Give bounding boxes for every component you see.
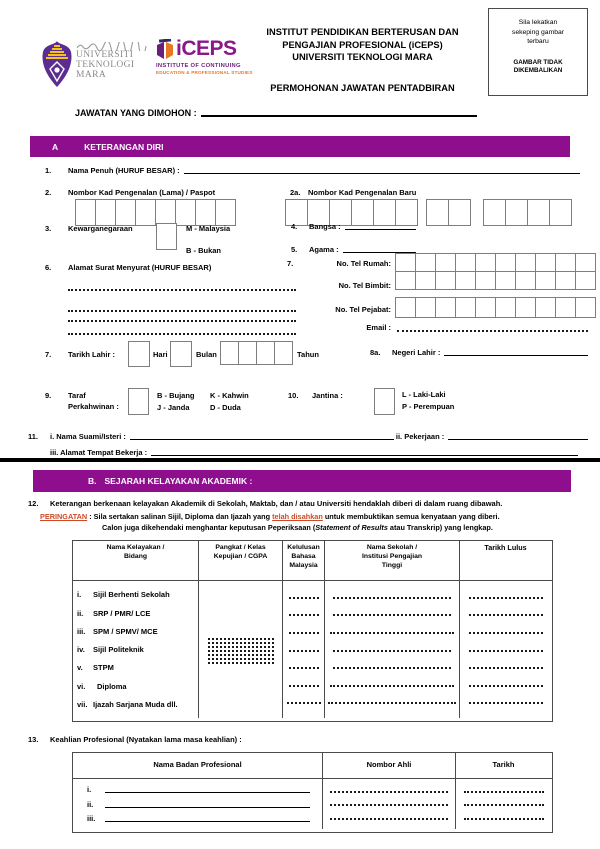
section-divider [0,458,600,462]
address-line-4-field[interactable] [68,331,296,335]
new-ic-label: Nombor Kad Pengenalan Baru [308,188,417,197]
row-number: iii. [87,814,96,824]
field-number: 10. [288,391,299,400]
citizenship-label: Kewarganegaraan [68,224,133,233]
bm-pass-field[interactable] [289,683,319,687]
dob-label: Tarikh Lahir : [68,350,115,359]
address-line-1-field[interactable] [68,287,296,291]
column-header: Nombor Ahli [323,753,456,778]
pass-date-field[interactable] [469,683,543,687]
field-number: 1. [45,166,52,175]
iceps-logo-name: iCEPS [176,37,237,60]
table-row-label: iv. Sijil Politeknik [77,645,144,654]
bm-pass-field[interactable] [289,612,319,616]
body-name-field[interactable] [105,805,310,808]
body-name-field[interactable] [105,790,310,793]
field-number: 8a. [370,348,381,357]
marital-option-k: K - Kahwin [210,391,249,400]
professional-membership-table [72,752,553,833]
photo-warning-line: DIKEMBALIKAN [513,67,563,74]
field-number: 5. [291,245,298,254]
field-number: 4. [291,222,298,231]
dob-month-box[interactable] [170,341,192,367]
field-number: 9. [45,391,52,400]
tel-home-boxes[interactable] [396,253,596,272]
field-number: 7. [287,259,294,268]
marital-option-j: J - Janda [157,403,190,412]
birth-state-label: Negeri Lahir : [392,348,441,357]
academic-note: Keterangan berkenaan kelayakan Akademik di Sekolah, Maktab, dan / atau Universiti hendaklah diberi di dalam ruang dibawah. [50,499,503,508]
pass-date-field[interactable] [469,700,543,704]
school-field[interactable] [330,683,454,687]
row-number: ii. [87,799,94,809]
school-field[interactable] [333,648,451,652]
marital-checkbox[interactable] [128,388,149,415]
bm-pass-field[interactable] [287,700,321,704]
section-b-letter: B. [88,476,97,486]
table-row-label: vi. Diploma [77,681,127,691]
body-name-field[interactable] [105,819,310,822]
religion-label: Agama : [309,245,339,254]
marital-option-d: D - Duda [210,403,241,412]
gender-option-p: P - Perempuan [402,402,455,411]
institute-title: INSTITUT PENDIDIKAN BERTERUSAN DAN PENGAJIAN PROFESIONAL (iCEPS) UNIVERSITI TEKNOLOGI MARA [266,27,459,62]
tel-office-label: No. Tel Pejabat: [335,305,391,314]
member-date-field[interactable] [464,802,544,806]
table-row-label: vii. Ijazah Sarjana Muda dll. [77,699,178,709]
row-number: i. [87,784,92,794]
member-number-field[interactable] [330,816,448,820]
pass-date-field[interactable] [469,648,543,652]
occupation-field[interactable] [448,437,588,440]
bm-pass-field[interactable] [289,630,319,634]
old-ic-label: Nombor Kad Pengenalan (Lama) / Paspot [68,188,216,197]
photo-warning-line: GAMBAR TIDAK [513,58,563,66]
school-field[interactable] [333,595,451,599]
race-field[interactable] [345,227,416,230]
gender-option-l: L - Laki-Laki [402,390,446,399]
marital-label-2: Perkahwinan : [68,402,119,411]
spouse-name-field[interactable] [130,437,394,440]
dob-year-label: Tahun [297,350,319,359]
column-header: Tarikh [492,760,515,769]
full-name-field[interactable] [184,171,580,174]
photo-instruction-line: Sila lekatkan [518,19,558,26]
pass-date-field[interactable] [469,630,543,634]
marital-label-1: Taraf [68,391,86,400]
uitm-crest-icon [40,40,74,88]
tel-mobile-label: No. Tel Bimbit: [338,281,391,290]
jawatan-label: JAWATAN YANG DIMOHON : [75,108,197,118]
member-number-field[interactable] [330,802,448,806]
statement-of-results-italic: Statement of Results [315,522,388,532]
school-field[interactable] [330,630,454,634]
spouse-workplace-field[interactable] [151,453,578,456]
academic-qualification-table [72,540,553,722]
gender-label: Jantina : [312,391,343,400]
photo-instruction-line: sekeping gambar [511,28,565,36]
field-number: 6. [45,263,52,272]
bm-pass-field[interactable] [289,595,319,599]
gender-checkbox[interactable] [374,388,395,415]
field-number: 11. [28,432,39,441]
school-field[interactable] [333,612,451,616]
citizenship-checkbox[interactable] [156,223,177,250]
pass-date-field[interactable] [469,595,543,599]
section-b-banner [33,470,571,492]
section-b-title: SEJARAH KELAYAKAN AKADEMIK : [104,476,253,486]
pass-date-field[interactable] [469,612,543,616]
field-number: 3. [45,224,52,233]
marital-option-b: B - Bujang [157,391,195,400]
spouse-name-label: i. Nama Suami/Isteri : [50,432,126,441]
column-header: Kelulusan Bahasa Malaysia [283,541,325,580]
column-header: Nama Kelayakan / Bidang [73,541,199,580]
old-ic-boxes[interactable] [75,199,236,226]
dob-day-label: Hari [153,350,168,359]
peringatan-label: PERINGATAN [40,512,88,521]
birth-state-field[interactable] [444,353,588,356]
section-a-title: KETERANGAN DIRI [84,141,164,152]
full-name-label: Nama Penuh (HURUF BESAR) : [68,166,180,175]
field-number: 7. [45,350,52,359]
tel-office-boxes[interactable] [396,297,596,318]
field-number: 12. [28,499,39,508]
school-field[interactable] [333,665,451,669]
iceps-subtitle-2: EDUCATION & PROFESSIONAL STUDIES [156,70,253,75]
field-number: 2. [45,188,52,197]
iceps-logo-icon [155,39,175,61]
email-label: Email : [366,323,391,332]
professional-membership-label: Keahlian Profesional (Nyatakan lama masa keahlian) : [50,735,242,744]
column-header: Nama Badan Profesional [73,753,323,778]
address-label: Alamat Surat Menyurat (HURUF BESAR) [68,263,212,272]
table-row-label: ii. SRP / PMR/ LCE [77,608,151,618]
photo-attach-box[interactable] [488,8,588,96]
email-field[interactable] [397,328,588,332]
dob-day-box[interactable] [128,341,150,367]
school-field[interactable] [328,700,456,704]
address-line-3-field[interactable] [68,318,296,322]
field-number: 2a. [290,188,301,197]
field-number: 13. [28,735,39,744]
table-row-label: v. STPM [77,663,114,673]
member-number-field[interactable] [330,789,448,793]
member-date-field[interactable] [464,816,544,820]
dob-month-label: Bulan [196,350,217,359]
column-header: Nama Sekolah / Institusi Pengajian Tinggi [325,541,460,580]
citizenship-option-b: B - Bukan [186,246,222,255]
iceps-subtitle-1: INSTITUTE OF CONTINUING [156,63,241,69]
peringatan-highlight: telah disahkan [272,512,323,521]
member-date-field[interactable] [464,789,544,793]
photo-instruction-line: terbaru [527,38,549,45]
address-line-2-field[interactable] [68,308,296,312]
table-row-label: i. Sijil Berhenti Sekolah [77,590,170,600]
bm-pass-field[interactable] [289,665,319,669]
bm-pass-field[interactable] [289,648,319,652]
peringatan-block: PERINGATAN : Sila sertakan salinan Sijil, Diploma dan Ijazah yang telah disahkan untuk membuktikan semua kenyataan yang diberi. Calon juga dikehendaki menghantar keputusan Peperiksaan (Statement of Results atau Transkrip) yang lengkap. [40,512,500,532]
citizenship-option-m: M - Malaysia [186,224,231,233]
tel-home-label: No. Tel Rumah: [336,259,391,268]
pass-date-field[interactable] [469,665,543,669]
race-label: Bangsa : [309,222,341,231]
tel-mobile-boxes[interactable] [396,271,596,290]
uitm-wordmark: UNIVERSITI TEKNOLOGI MARA [76,50,135,80]
cgpa-field[interactable] [208,660,274,664]
spouse-workplace-label: iii. Alamat Tempat Bekerja : [50,448,148,457]
dob-year-boxes[interactable] [220,341,293,365]
section-a-banner [30,136,570,157]
form-title: PERMOHONAN JAWATAN PENTADBIRAN [270,83,455,93]
jawatan-field[interactable] [201,113,477,117]
table-row-label: iii. SPM / SPMV/ MCE [77,626,158,636]
occupation-label: ii. Pekerjaan : [395,432,445,441]
column-header: Tarikh Lulus [484,543,527,552]
section-a-letter: A [52,141,59,152]
column-header: Pangkat / Kelas Kepujian / CGPA [199,541,283,580]
